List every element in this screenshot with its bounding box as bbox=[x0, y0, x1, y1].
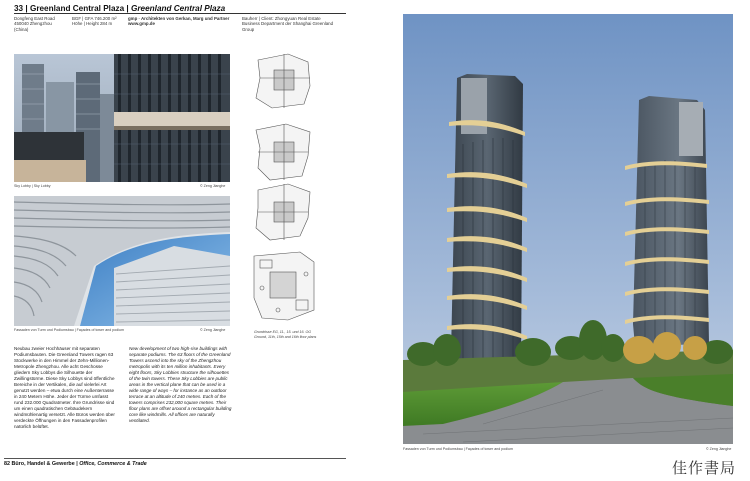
sky-lobby-caption: Sky Lobby | Sky Lobby bbox=[14, 184, 51, 188]
footer-folio: 82 Büro, Handel & Gewerbe | Office, Commerce & Trade bbox=[4, 461, 147, 467]
sky-lobby-credit: © Zeng Jianghe bbox=[200, 184, 226, 188]
plans-caption: Grundrisse EG, 11., 15. und 16. OG Ground, 11th, 15th and 16th floor plans bbox=[254, 330, 317, 339]
floor-plan-16 bbox=[256, 54, 310, 108]
sky-lobby-image bbox=[14, 54, 230, 182]
towers-caption: Fassaden von Turm und Podiumsbau | Façades of tower and podium bbox=[403, 447, 514, 451]
project-number: 33 bbox=[14, 4, 24, 13]
project-stats: BGF | GFA 746.200 m² Höhe | Height 284 m bbox=[72, 16, 117, 27]
project-architect: gmp · Architekten von Gerkan, Marg und Partner www.gmp.de bbox=[128, 16, 230, 27]
towers-photo bbox=[403, 14, 733, 444]
body-text-german: Neubau zweier Hochhäuser mit separaten Podiumsbauten. Die Greenland Towers ragen 63 Stockwerke in den Himmel der Zehn-Millionen-Metropole Zhengzhou. Alle acht Geschosse gliedern Sky Lobbys die Silhouette der Zwillingstürme. Diese Sky Lobbys sind öffentliche Bereiche in der Vertikalen, die auf vielerlei Art genutzt werden – etwa durch eine Außenterrasse in 240 Metern Höhe. Jeder der Türme umfasst rund 232.000 Quadratmeter. Ihre Grundrisse sind um einen quadratischen Gebäudekern windmühlenartig versetzt. Alle Büros werden über verdeckte Öffnungen in den Fassadenprofilen natürlich belüftet. bbox=[14, 346, 115, 429]
floor-plan-15 bbox=[256, 124, 310, 180]
project-client: Bauherr | Client: Zhongyuan Real Estate Business Department der Shanghai Greenland Group bbox=[242, 16, 334, 32]
floor-plan-drawings bbox=[248, 48, 322, 328]
sky-lobby-photo bbox=[14, 54, 230, 182]
page-number: 82 bbox=[4, 461, 10, 467]
footer-section-de: Büro, Handel & Gewerbe bbox=[11, 461, 75, 467]
footer-rule bbox=[4, 458, 346, 459]
watermark-logo: 佳作書局 bbox=[672, 459, 737, 477]
floor-plan-ground bbox=[254, 252, 314, 320]
facade-photo bbox=[14, 196, 230, 326]
facade-image bbox=[14, 196, 230, 326]
facade-caption: Fassaden von Turm und Podiumsbau | Façades of tower and podium bbox=[14, 328, 125, 332]
project-address: Dongfeng East Road 450040 Zhengzhou (China) bbox=[14, 16, 55, 32]
project-title-de: Greenland Central Plaza bbox=[29, 4, 125, 13]
body-text-english: New development of two high-rise buildings with separate podiums. The 63 floors of the Greenland Towers ascend into the sky of the Zhengzhou metropolis with its ten million inhabitants. Every eight floors, Sky Lobbies structure the silhouettes of the twin towers. These Sky Lobbies are public areas in the vertical plane that can be used in a wide range of ways – for instance as an outdoor terrace at an altitude of 240 metres. Each of the towers comprises 232,000 square metres. Their floor plans are offset around a rectangular building core like windmills. All offices are naturally ventilated. bbox=[129, 346, 232, 423]
floor-plans bbox=[248, 48, 322, 328]
project-title: 33 | Greenland Central Plaza | Greenland Central Plaza bbox=[14, 4, 226, 13]
header-rule bbox=[14, 13, 346, 14]
footer-section-en: Office, Commerce & Trade bbox=[79, 461, 147, 467]
towers-credit: © Zeng Jianghe bbox=[706, 447, 732, 451]
towers-image bbox=[403, 14, 733, 444]
project-title-en: Greenland Central Plaza bbox=[131, 4, 226, 13]
facade-credit: © Zeng Jianghe bbox=[200, 328, 226, 332]
floor-plan-11 bbox=[256, 184, 310, 240]
